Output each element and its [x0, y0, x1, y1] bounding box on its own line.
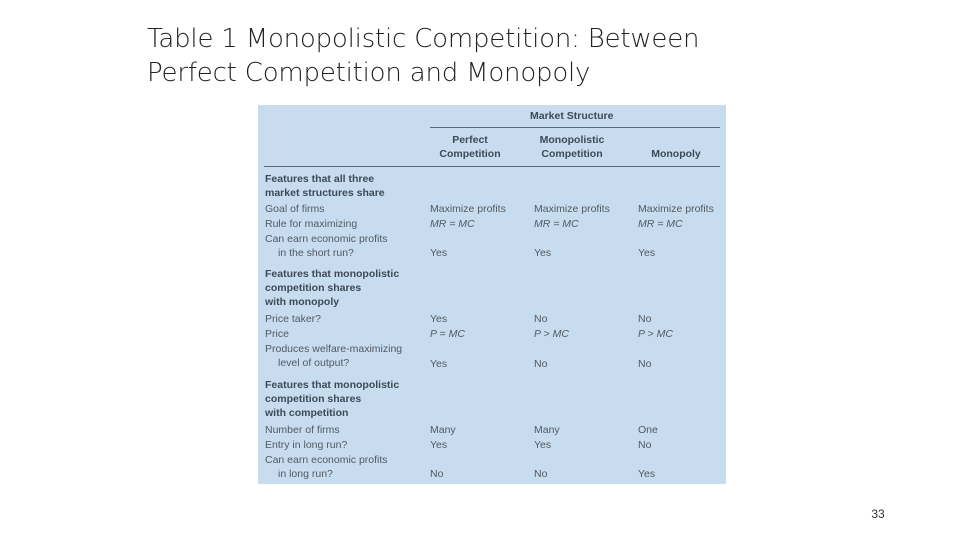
cell-rule-pc: MR = MC [430, 218, 475, 230]
cell-goal-pc: Maximize profits [430, 203, 506, 215]
header-rule-bottom [264, 166, 720, 167]
cell-entry-pc: Yes [430, 439, 448, 451]
cell-lr-profit-mono: Yes [638, 468, 656, 480]
page-number: 33 [871, 507, 885, 521]
cell-welfare-mono: No [638, 358, 652, 370]
cell-goal-mono: Maximize profits [638, 203, 714, 215]
row-label-goal: Goal of firms [265, 203, 325, 215]
cell-welfare-pc: Yes [430, 358, 448, 370]
cell-entry-mono: No [638, 439, 652, 451]
row-label-lr-profit: Can earn economic profits in long run? [265, 454, 388, 480]
cell-sr-profit-mono: Yes [638, 247, 656, 259]
section-heading-shares-with-monopoly: Features that monopolistic competition shares with monopoly [265, 268, 400, 308]
cell-price-taker-pc: Yes [430, 313, 448, 325]
cell-price-mono: P > MC [638, 328, 673, 340]
cell-price-pc: P = MC [430, 328, 465, 340]
slide-title-line-2: Perfect Competition and Monopoly [147, 58, 591, 88]
cell-welfare-mc: No [534, 358, 548, 370]
row-label-rule: Rule for maximizing [265, 218, 358, 230]
cell-goal-mc: Maximize profits [534, 203, 610, 215]
slide-title [147, 22, 699, 90]
cell-sr-profit-mc: Yes [534, 247, 552, 259]
cell-price-taker-mono: No [638, 313, 652, 325]
cell-entry-mc: Yes [534, 439, 552, 451]
row-label-entry: Entry in long run? [265, 439, 348, 451]
cell-sr-profit-pc: Yes [430, 247, 448, 259]
cell-num-firms-pc: Many [430, 424, 456, 436]
comparison-table [258, 105, 726, 484]
row-label-welfare: Produces welfare-maximizing level of output? [265, 343, 403, 369]
col-header-monopoly: Monopoly [651, 148, 701, 160]
row-label-price-taker: Price taker? [265, 313, 322, 325]
market-structure-header: Market Structure [530, 110, 614, 122]
cell-price-taker-mc: No [534, 313, 548, 325]
slide-title-line-1: Table 1 Monopolistic Competition: Between [147, 24, 700, 54]
cell-price-mc: P > MC [534, 328, 569, 340]
col-header-perfect-competition: Perfect Competition [439, 134, 501, 160]
section-heading-shares-with-competition: Features that monopolistic competition shares with competition [265, 379, 400, 419]
header-rule-top [430, 127, 720, 128]
row-label-price: Price [265, 328, 289, 340]
cell-lr-profit-mc: No [534, 468, 548, 480]
cell-rule-mono: MR = MC [638, 218, 683, 230]
cell-rule-mc: MR = MC [534, 218, 579, 230]
cell-num-firms-mono: One [638, 424, 658, 436]
cell-lr-profit-pc: No [430, 468, 444, 480]
col-header-monopolistic-competition: Monopolistic Competition [539, 134, 605, 160]
cell-num-firms-mc: Many [534, 424, 560, 436]
section-heading-all-three: Features that all three market structures share [265, 173, 385, 199]
row-label-num-firms: Number of firms [265, 424, 340, 436]
row-label-sr-profit: Can earn economic profits in the short run? [265, 233, 388, 259]
